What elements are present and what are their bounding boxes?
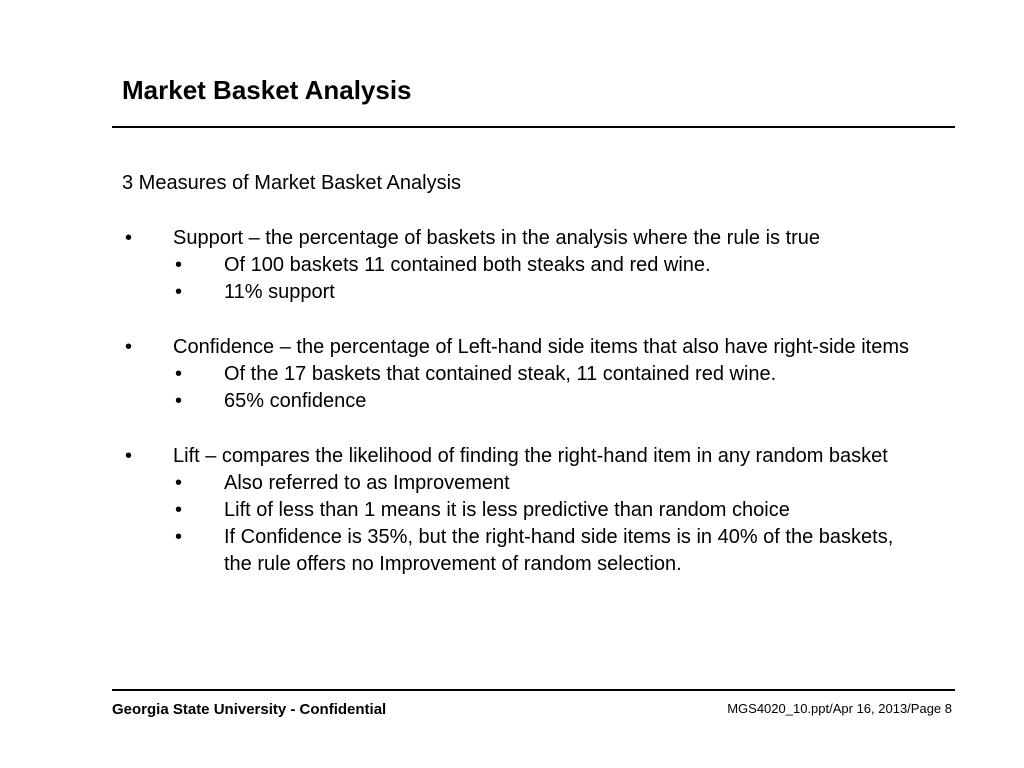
- sub-bullet-icon: •: [175, 281, 183, 303]
- sub-bullet-item: [122, 388, 922, 415]
- slide-body: [122, 170, 922, 606]
- sub-bullet-icon: •: [175, 363, 183, 385]
- sub-bullet-icon: •: [175, 526, 183, 548]
- bullet-icon: •: [125, 227, 133, 249]
- bullet-icon: •: [125, 336, 133, 358]
- sub-bullet-text: If Confidence is 35%, but the right-hand side items is in 40% of the baskets, the rule offers no Improvement of random selection.: [224, 526, 894, 575]
- sub-bullet-text: Lift of less than 1 means it is less predictive than random choice: [224, 499, 790, 521]
- section-lift: [122, 443, 922, 578]
- sub-bullet-text: 11% support: [224, 281, 335, 303]
- bullet-icon: •: [125, 445, 133, 467]
- sub-bullet-text: Also referred to as Improvement: [224, 472, 510, 494]
- bullet-text: Lift – compares the likelihood of finding the right-hand item in any random basket: [173, 445, 888, 467]
- sub-bullet-icon: •: [175, 390, 183, 412]
- sub-bullet-text: 65% confidence: [224, 390, 367, 412]
- bullet-text: Confidence – the percentage of Left-hand side items that also have right-side items: [173, 336, 909, 358]
- bullet-text: Support – the percentage of baskets in the analysis where the rule is true: [173, 227, 821, 249]
- bullet-item: [122, 334, 922, 361]
- section-confidence: [122, 334, 922, 415]
- intro-text: 3 Measures of Market Basket Analysis: [122, 172, 462, 194]
- bullet-item: [122, 443, 922, 470]
- sub-bullet-text: Of 100 baskets 11 contained both steaks and red wine.: [224, 254, 711, 276]
- sub-bullet-icon: •: [175, 499, 183, 521]
- sub-bullet-icon: •: [175, 254, 183, 276]
- sub-bullet-item: [122, 497, 922, 524]
- sub-bullet-item: [122, 361, 922, 388]
- footer-organization: Georgia State University - Confidential: [112, 701, 387, 718]
- sub-bullet-item: [122, 470, 922, 497]
- sub-bullet-text: Of the 17 baskets that contained steak, 11 contained red wine.: [224, 363, 777, 385]
- section-support: [122, 225, 922, 306]
- title-divider: [112, 126, 955, 128]
- sub-bullet-item: [122, 279, 922, 306]
- footer-page-info: MGS4020_10.ppt/Apr 16, 2013/Page 8: [727, 701, 952, 716]
- sub-bullet-item: [122, 524, 922, 578]
- footer-divider: [112, 689, 955, 691]
- sub-bullet-item: [122, 252, 922, 279]
- bullet-item: [122, 225, 922, 252]
- sub-bullet-icon: •: [175, 472, 183, 494]
- slide-title: Market Basket Analysis: [122, 75, 412, 105]
